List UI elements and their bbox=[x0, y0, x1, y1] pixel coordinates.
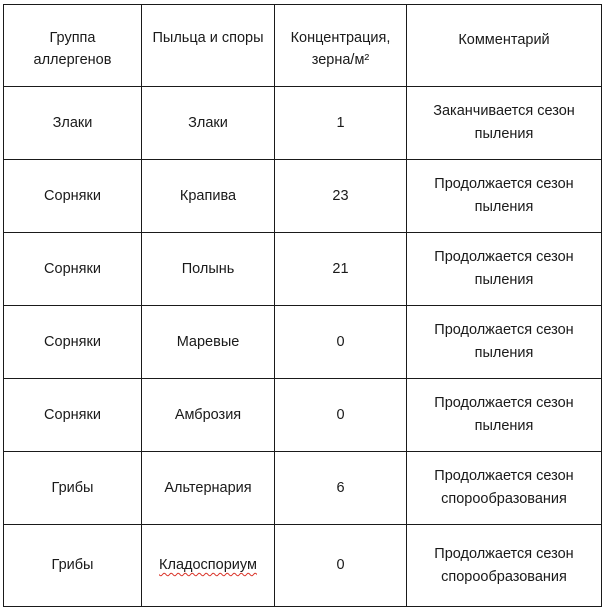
comment-line: спорообразования bbox=[441, 491, 567, 507]
allergen-table bbox=[3, 4, 602, 607]
comment-line: пыления bbox=[474, 126, 534, 142]
comment-line: пыления bbox=[474, 418, 534, 434]
cell-group: Сорняки bbox=[4, 379, 142, 452]
cell-concentration: 1 bbox=[275, 87, 407, 160]
cell-group: Грибы bbox=[4, 525, 142, 607]
comment-line: Продолжается сезон bbox=[434, 468, 574, 484]
comment-line: Продолжается сезон bbox=[434, 545, 574, 562]
cell-comment bbox=[407, 233, 602, 306]
cell-concentration: 0 bbox=[275, 525, 407, 607]
cell-concentration: 6 bbox=[275, 452, 407, 525]
cell-comment bbox=[407, 452, 602, 525]
cell-comment bbox=[407, 306, 602, 379]
cell-pollen bbox=[142, 525, 275, 607]
header-text: Группа bbox=[49, 30, 96, 46]
comment-line: Заканчивается сезон bbox=[433, 103, 575, 119]
cell-comment bbox=[407, 525, 602, 607]
table-row bbox=[4, 306, 602, 379]
cell-pollen: Полынь bbox=[142, 233, 275, 306]
cell-comment bbox=[407, 379, 602, 452]
cell-group: Грибы bbox=[4, 452, 142, 525]
table-row bbox=[4, 379, 602, 452]
header-concentration bbox=[275, 5, 407, 87]
table-row bbox=[4, 160, 602, 233]
comment-line: пыления bbox=[474, 272, 534, 288]
table-row bbox=[4, 525, 602, 607]
comment-line: пыления bbox=[474, 199, 534, 215]
header-text: Концентрация, bbox=[290, 30, 391, 46]
cell-pollen: Маревые bbox=[142, 306, 275, 379]
comment-line: Продолжается сезон bbox=[434, 176, 574, 192]
table-row bbox=[4, 87, 602, 160]
cell-concentration: 0 bbox=[275, 306, 407, 379]
header-text: аллергенов bbox=[33, 52, 112, 68]
cell-group: Злаки bbox=[4, 87, 142, 160]
cell-group: Сорняки bbox=[4, 306, 142, 379]
cell-concentration: 23 bbox=[275, 160, 407, 233]
header-text: Комментарий bbox=[458, 32, 550, 48]
cell-group: Сорняки bbox=[4, 160, 142, 233]
cell-comment bbox=[407, 160, 602, 233]
cell-pollen: Альтернария bbox=[142, 452, 275, 525]
header-text: зерна/м² bbox=[311, 52, 370, 68]
header-text: Пыльца и споры bbox=[152, 30, 264, 46]
comment-line: спорообразования bbox=[441, 568, 567, 585]
cell-concentration: 0 bbox=[275, 379, 407, 452]
table-header-row bbox=[4, 5, 602, 87]
comment-line: Продолжается сезон bbox=[434, 322, 574, 338]
comment-line: Продолжается сезон bbox=[434, 395, 574, 411]
cell-pollen: Крапива bbox=[142, 160, 275, 233]
table-row bbox=[4, 452, 602, 525]
header-comment bbox=[407, 5, 602, 87]
header-allergen-group bbox=[4, 5, 142, 87]
cell-pollen: Злаки bbox=[142, 87, 275, 160]
comment-line: пыления bbox=[474, 345, 534, 361]
cell-pollen: Амброзия bbox=[142, 379, 275, 452]
cell-group: Сорняки bbox=[4, 233, 142, 306]
cell-concentration: 21 bbox=[275, 233, 407, 306]
cell-comment bbox=[407, 87, 602, 160]
header-pollen-spores bbox=[142, 5, 275, 87]
spelling-error-underline: Кладоспориум bbox=[159, 557, 257, 573]
table-row bbox=[4, 233, 602, 306]
comment-line: Продолжается сезон bbox=[434, 249, 574, 265]
